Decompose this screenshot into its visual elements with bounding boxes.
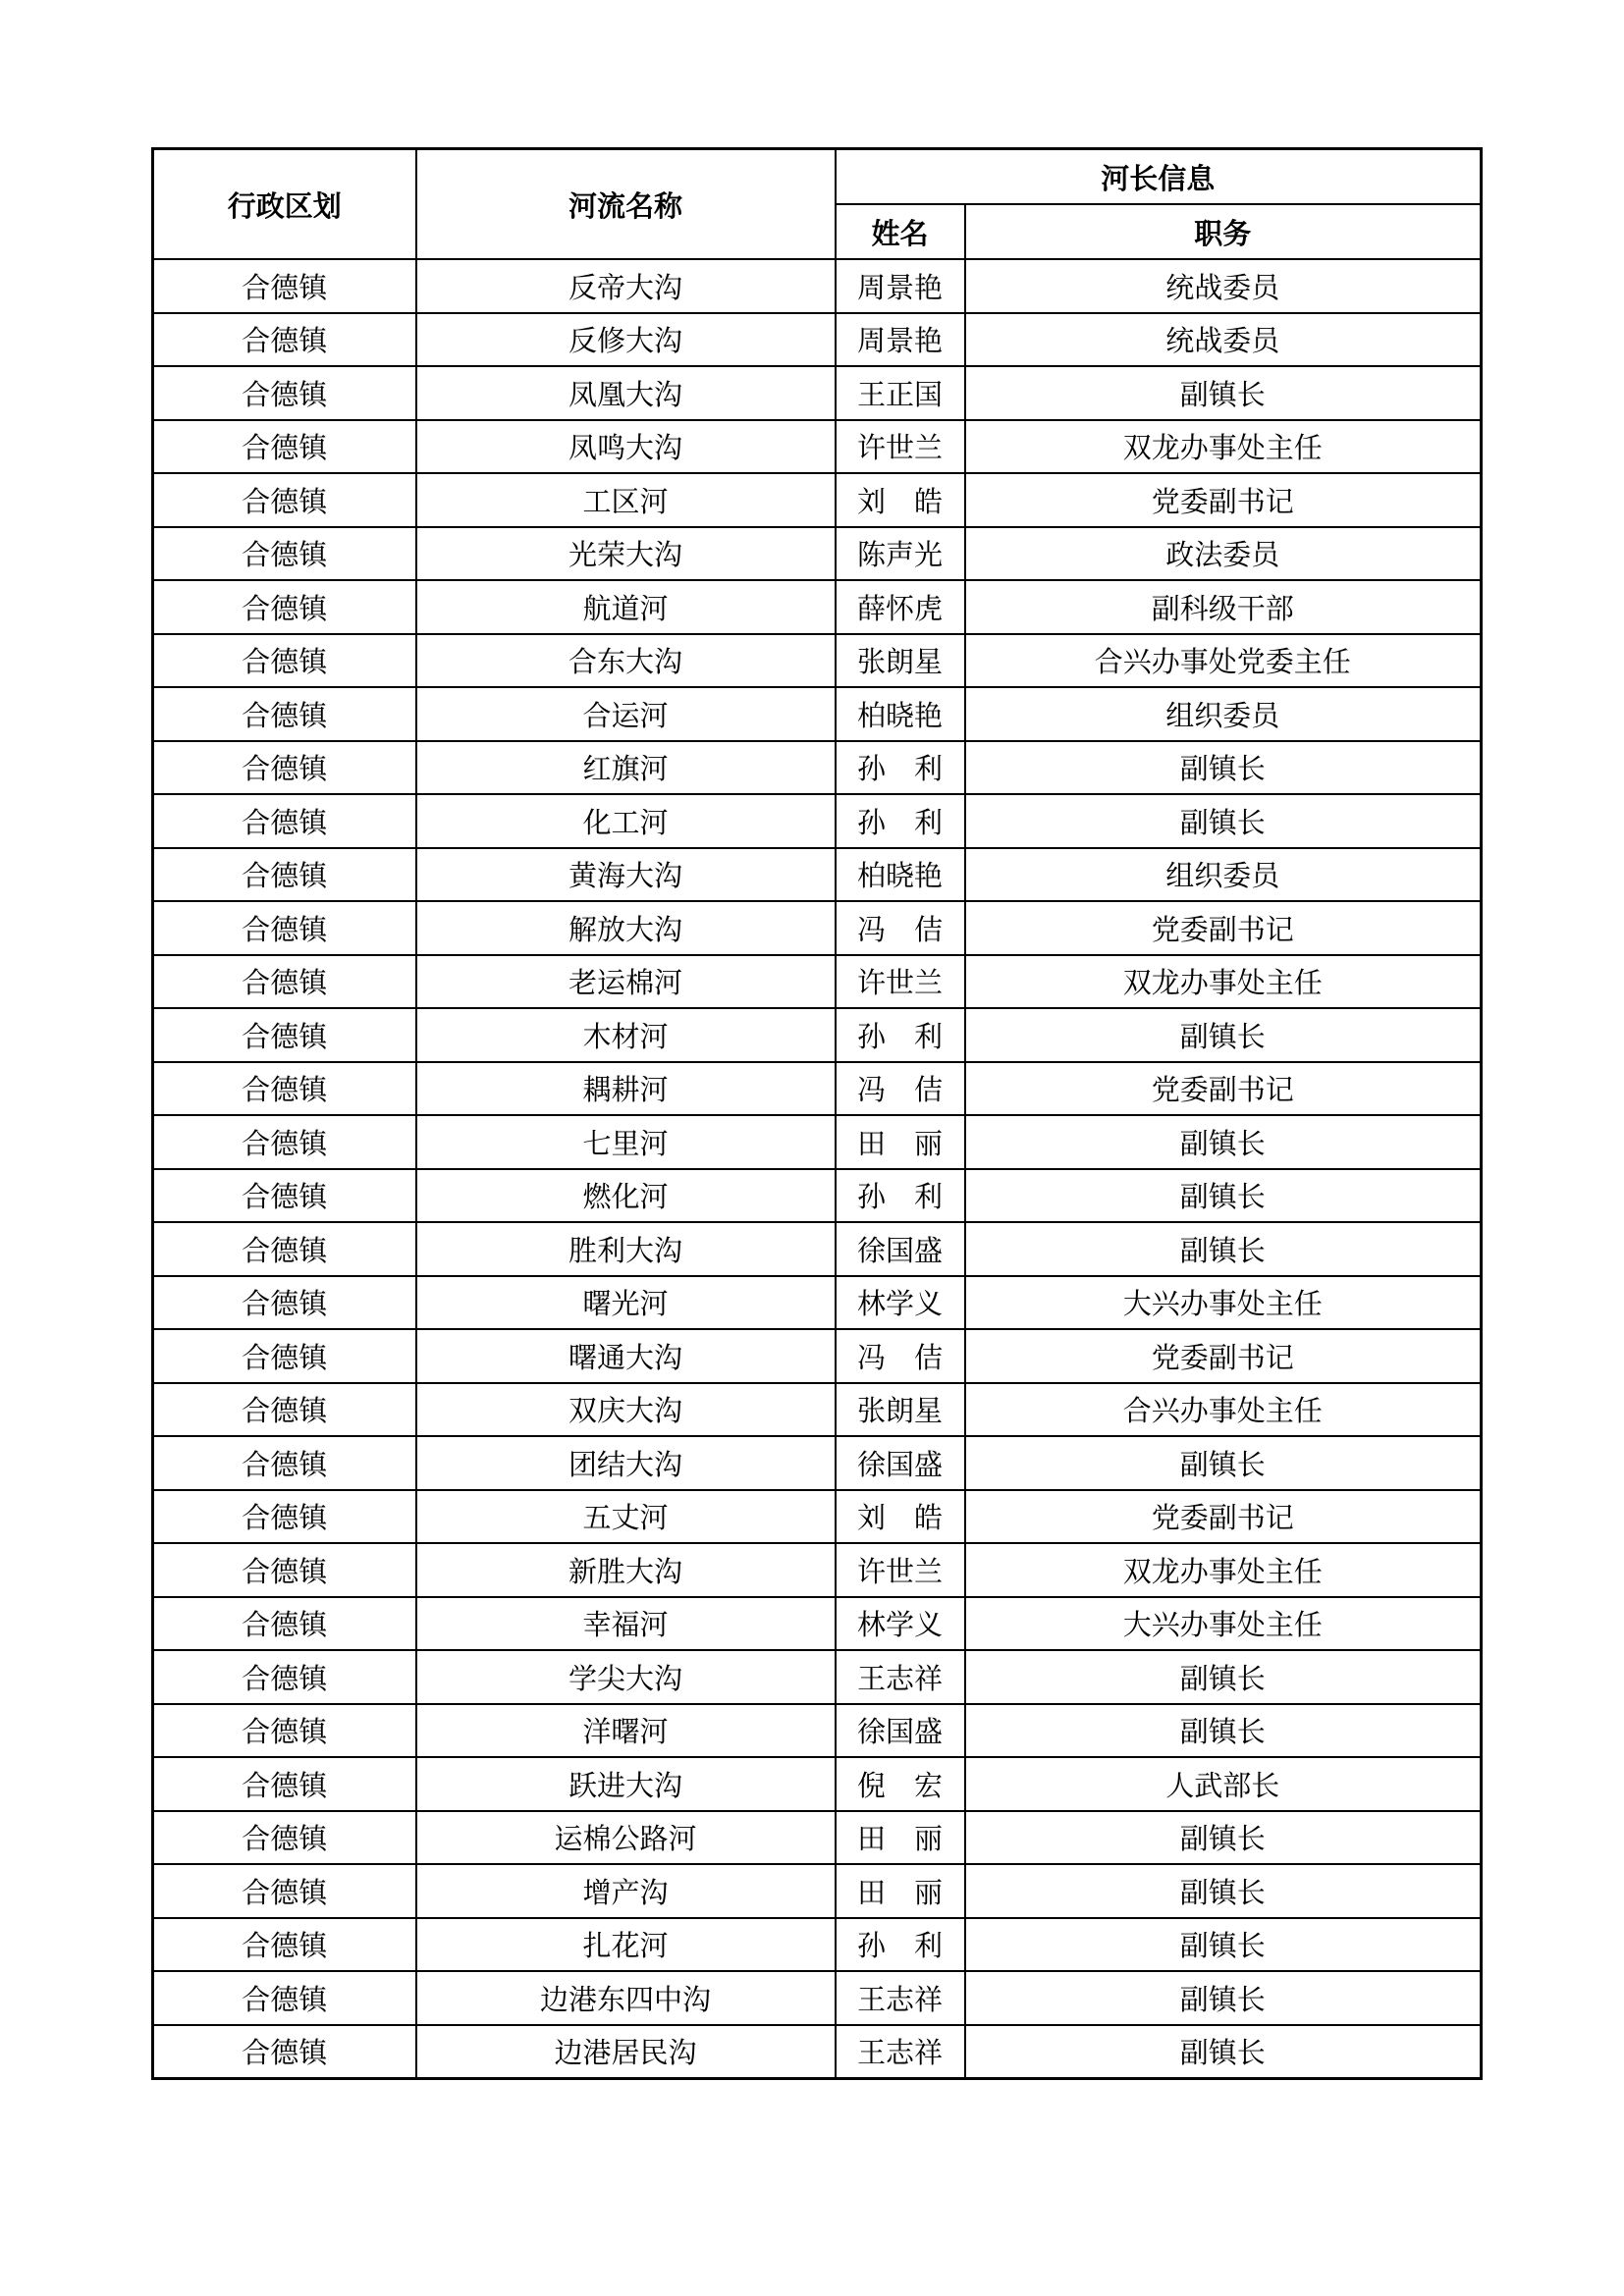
cell-district: 合德镇 xyxy=(153,741,416,795)
cell-river-name: 七里河 xyxy=(416,1115,836,1169)
cell-river-name: 木材河 xyxy=(416,1008,836,1062)
cell-chief-name: 林学义 xyxy=(836,1276,965,1330)
cell-chief-position: 副科级干部 xyxy=(965,580,1482,634)
cell-chief-name: 孙 利 xyxy=(836,1169,965,1223)
cell-chief-name: 许世兰 xyxy=(836,420,965,474)
table-row xyxy=(153,580,1482,634)
cell-chief-position: 副镇长 xyxy=(965,1918,1482,1972)
cell-chief-name: 柏晓艳 xyxy=(836,687,965,741)
cell-district: 合德镇 xyxy=(153,1971,416,2025)
cell-river-name: 合运河 xyxy=(416,687,836,741)
cell-district: 合德镇 xyxy=(153,848,416,902)
table-row xyxy=(153,1757,1482,1811)
cell-chief-position: 人武部长 xyxy=(965,1757,1482,1811)
cell-district: 合德镇 xyxy=(153,1543,416,1597)
cell-chief-position: 副镇长 xyxy=(965,1169,1482,1223)
table-row xyxy=(153,1062,1482,1116)
cell-district: 合德镇 xyxy=(153,1115,416,1169)
cell-chief-position: 党委副书记 xyxy=(965,1490,1482,1544)
cell-chief-name: 冯 佶 xyxy=(836,1329,965,1383)
cell-chief-name: 林学义 xyxy=(836,1597,965,1651)
cell-river-name: 老运棉河 xyxy=(416,955,836,1009)
cell-chief-name: 王志祥 xyxy=(836,2025,965,2079)
table-row xyxy=(153,1971,1482,2025)
cell-district: 合德镇 xyxy=(153,1383,416,1437)
cell-river-name: 边港东四中沟 xyxy=(416,1971,836,2025)
cell-chief-position: 合兴办事处党委主任 xyxy=(965,634,1482,688)
cell-district: 合德镇 xyxy=(153,1169,416,1223)
cell-chief-position: 副镇长 xyxy=(965,366,1482,420)
cell-chief-name: 刘 皓 xyxy=(836,1490,965,1544)
cell-chief-position: 合兴办事处主任 xyxy=(965,1383,1482,1437)
cell-district: 合德镇 xyxy=(153,1329,416,1383)
cell-river-name: 学尖大沟 xyxy=(416,1650,836,1704)
cell-river-name: 凤凰大沟 xyxy=(416,366,836,420)
table-row xyxy=(153,848,1482,902)
table-row xyxy=(153,955,1482,1009)
table-row xyxy=(153,741,1482,795)
cell-chief-name: 刘 皓 xyxy=(836,473,965,527)
table-row xyxy=(153,1650,1482,1704)
cell-river-name: 增产沟 xyxy=(416,1864,836,1918)
header-chief-info: 河长信息 xyxy=(836,149,1482,205)
table-row xyxy=(153,1222,1482,1276)
table-row xyxy=(153,1276,1482,1330)
cell-chief-name: 冯 佶 xyxy=(836,1062,965,1116)
table-header xyxy=(153,149,1482,260)
cell-district: 合德镇 xyxy=(153,1436,416,1490)
cell-district: 合德镇 xyxy=(153,2025,416,2079)
cell-chief-name: 王志祥 xyxy=(836,1971,965,2025)
cell-district: 合德镇 xyxy=(153,955,416,1009)
cell-river-name: 化工河 xyxy=(416,794,836,848)
cell-chief-name: 许世兰 xyxy=(836,1543,965,1597)
cell-chief-name: 张朗星 xyxy=(836,634,965,688)
river-chief-table xyxy=(151,147,1483,2080)
table-row xyxy=(153,473,1482,527)
cell-chief-position: 双龙办事处主任 xyxy=(965,420,1482,474)
table-row xyxy=(153,366,1482,420)
table-row xyxy=(153,1490,1482,1544)
cell-chief-name: 柏晓艳 xyxy=(836,848,965,902)
cell-river-name: 双庆大沟 xyxy=(416,1383,836,1437)
cell-chief-name: 田 丽 xyxy=(836,1864,965,1918)
table-row xyxy=(153,420,1482,474)
cell-chief-name: 周景艳 xyxy=(836,313,965,367)
cell-river-name: 边港居民沟 xyxy=(416,2025,836,2079)
cell-river-name: 黄海大沟 xyxy=(416,848,836,902)
cell-district: 合德镇 xyxy=(153,1222,416,1276)
cell-district: 合德镇 xyxy=(153,1704,416,1758)
cell-chief-position: 党委副书记 xyxy=(965,901,1482,955)
cell-chief-position: 副镇长 xyxy=(965,1650,1482,1704)
table-row xyxy=(153,1918,1482,1972)
cell-chief-position: 组织委员 xyxy=(965,848,1482,902)
table-row xyxy=(153,1329,1482,1383)
cell-chief-position: 双龙办事处主任 xyxy=(965,1543,1482,1597)
cell-river-name: 幸福河 xyxy=(416,1597,836,1651)
cell-chief-position: 副镇长 xyxy=(965,1115,1482,1169)
header-chief-position: 职务 xyxy=(965,204,1482,259)
cell-river-name: 凤鸣大沟 xyxy=(416,420,836,474)
cell-chief-name: 徐国盛 xyxy=(836,1436,965,1490)
cell-chief-position: 副镇长 xyxy=(965,1008,1482,1062)
header-river-name: 河流名称 xyxy=(416,149,836,260)
cell-chief-name: 田 丽 xyxy=(836,1811,965,1865)
cell-chief-position: 副镇长 xyxy=(965,2025,1482,2079)
table-row xyxy=(153,1811,1482,1865)
cell-river-name: 五丈河 xyxy=(416,1490,836,1544)
table-row xyxy=(153,901,1482,955)
cell-chief-name: 倪 宏 xyxy=(836,1757,965,1811)
cell-chief-position: 政法委员 xyxy=(965,527,1482,581)
cell-district: 合德镇 xyxy=(153,1650,416,1704)
header-district: 行政区划 xyxy=(153,149,416,260)
cell-district: 合德镇 xyxy=(153,259,416,313)
cell-district: 合德镇 xyxy=(153,313,416,367)
cell-river-name: 燃化河 xyxy=(416,1169,836,1223)
cell-chief-position: 统战委员 xyxy=(965,259,1482,313)
cell-river-name: 洋曙河 xyxy=(416,1704,836,1758)
table-row xyxy=(153,1864,1482,1918)
header-chief-name: 姓名 xyxy=(836,204,965,259)
cell-chief-position: 副镇长 xyxy=(965,1864,1482,1918)
table-row xyxy=(153,1704,1482,1758)
table-row xyxy=(153,313,1482,367)
cell-chief-name: 孙 利 xyxy=(836,741,965,795)
cell-river-name: 光荣大沟 xyxy=(416,527,836,581)
cell-district: 合德镇 xyxy=(153,634,416,688)
table-row xyxy=(153,687,1482,741)
cell-chief-name: 张朗星 xyxy=(836,1383,965,1437)
cell-chief-position: 副镇长 xyxy=(965,1436,1482,1490)
cell-river-name: 新胜大沟 xyxy=(416,1543,836,1597)
cell-district: 合德镇 xyxy=(153,901,416,955)
cell-river-name: 反帝大沟 xyxy=(416,259,836,313)
table-row xyxy=(153,1008,1482,1062)
table-row xyxy=(153,527,1482,581)
cell-district: 合德镇 xyxy=(153,1008,416,1062)
cell-river-name: 合东大沟 xyxy=(416,634,836,688)
table-row xyxy=(153,259,1482,313)
cell-district: 合德镇 xyxy=(153,473,416,527)
cell-chief-name: 孙 利 xyxy=(836,1008,965,1062)
cell-river-name: 曙光河 xyxy=(416,1276,836,1330)
cell-district: 合德镇 xyxy=(153,1276,416,1330)
cell-chief-position: 副镇长 xyxy=(965,1222,1482,1276)
cell-river-name: 曙通大沟 xyxy=(416,1329,836,1383)
table-row xyxy=(153,634,1482,688)
cell-chief-position: 副镇长 xyxy=(965,1971,1482,2025)
cell-chief-name: 孙 利 xyxy=(836,794,965,848)
cell-chief-name: 徐国盛 xyxy=(836,1704,965,1758)
cell-district: 合德镇 xyxy=(153,1864,416,1918)
cell-chief-name: 田 丽 xyxy=(836,1115,965,1169)
cell-chief-name: 薛怀虎 xyxy=(836,580,965,634)
cell-chief-name: 周景艳 xyxy=(836,259,965,313)
cell-district: 合德镇 xyxy=(153,580,416,634)
cell-chief-position: 副镇长 xyxy=(965,741,1482,795)
cell-chief-name: 许世兰 xyxy=(836,955,965,1009)
table-row xyxy=(153,1169,1482,1223)
cell-chief-position: 党委副书记 xyxy=(965,1329,1482,1383)
cell-river-name: 工区河 xyxy=(416,473,836,527)
cell-chief-position: 党委副书记 xyxy=(965,473,1482,527)
cell-chief-name: 徐国盛 xyxy=(836,1222,965,1276)
cell-district: 合德镇 xyxy=(153,1062,416,1116)
cell-district: 合德镇 xyxy=(153,687,416,741)
cell-district: 合德镇 xyxy=(153,1918,416,1972)
cell-river-name: 解放大沟 xyxy=(416,901,836,955)
table-row xyxy=(153,1115,1482,1169)
table-body xyxy=(153,259,1482,2079)
cell-river-name: 运棉公路河 xyxy=(416,1811,836,1865)
cell-district: 合德镇 xyxy=(153,1490,416,1544)
cell-chief-position: 副镇长 xyxy=(965,1704,1482,1758)
table-row xyxy=(153,794,1482,848)
table-row xyxy=(153,2025,1482,2079)
cell-river-name: 胜利大沟 xyxy=(416,1222,836,1276)
cell-chief-name: 王志祥 xyxy=(836,1650,965,1704)
cell-district: 合德镇 xyxy=(153,1811,416,1865)
cell-chief-position: 双龙办事处主任 xyxy=(965,955,1482,1009)
table-row xyxy=(153,1597,1482,1651)
cell-river-name: 红旗河 xyxy=(416,741,836,795)
cell-district: 合德镇 xyxy=(153,366,416,420)
cell-river-name: 跃进大沟 xyxy=(416,1757,836,1811)
table-row xyxy=(153,1383,1482,1437)
cell-chief-position: 组织委员 xyxy=(965,687,1482,741)
cell-chief-position: 大兴办事处主任 xyxy=(965,1276,1482,1330)
cell-district: 合德镇 xyxy=(153,1597,416,1651)
cell-chief-name: 王正国 xyxy=(836,366,965,420)
cell-chief-position: 副镇长 xyxy=(965,794,1482,848)
cell-district: 合德镇 xyxy=(153,794,416,848)
cell-river-name: 团结大沟 xyxy=(416,1436,836,1490)
cell-river-name: 耦耕河 xyxy=(416,1062,836,1116)
cell-chief-name: 陈声光 xyxy=(836,527,965,581)
cell-river-name: 扎花河 xyxy=(416,1918,836,1972)
cell-chief-name: 孙 利 xyxy=(836,1918,965,1972)
cell-district: 合德镇 xyxy=(153,420,416,474)
table-row xyxy=(153,1436,1482,1490)
cell-chief-name: 冯 佶 xyxy=(836,901,965,955)
cell-river-name: 反修大沟 xyxy=(416,313,836,367)
cell-district: 合德镇 xyxy=(153,1757,416,1811)
cell-district: 合德镇 xyxy=(153,527,416,581)
cell-chief-position: 统战委员 xyxy=(965,313,1482,367)
cell-chief-position: 党委副书记 xyxy=(965,1062,1482,1116)
cell-river-name: 航道河 xyxy=(416,580,836,634)
table-row xyxy=(153,1543,1482,1597)
cell-chief-position: 大兴办事处主任 xyxy=(965,1597,1482,1651)
cell-chief-position: 副镇长 xyxy=(965,1811,1482,1865)
